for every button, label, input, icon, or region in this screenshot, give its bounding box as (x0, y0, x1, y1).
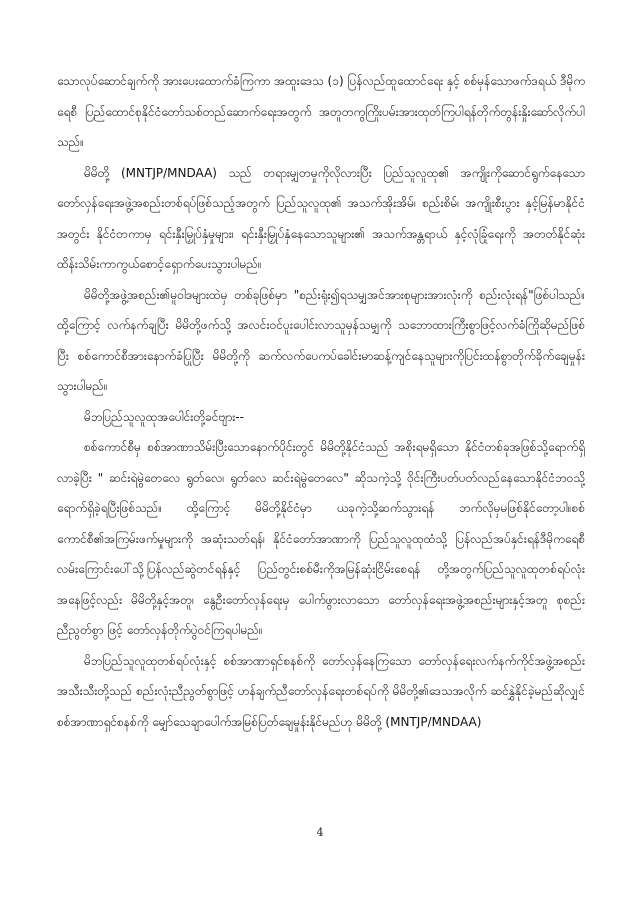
page-number: 4 (316, 826, 324, 839)
paragraph: စစ်ကောင်စီမှ စစ်အာဏာသိမ်းပြီးသောနောက်ပိုင်းတွင် မိမိတို့နိုင်ငံသည် အစိုးရမရှိသော နိုင်ငံတစ်ခုအဖြစ်သို့ရောက်ရှိလာခဲ့ပြီး " ဆင်းရဲမွဲတေလေ ရွတ်လေ၊ ရွတ်လေ ဆင်းရဲမွဲတေလေ" ဆိုသကဲ့သို့ ဝိုင်းကြီးပတ်ပတ်လည်နေသောနိုင်ငံဘဝသို့ ရောက်ရှိခဲ့ရပြီးဖြစ်သည်။ ထို့ကြောင့် မိမိတို့နိုင်ငံမှာ ယခုကဲ့သို့ဆက်သွားရန် ဘက်လိုမှမဖြစ်နိုင်တော့ပါ။စစ်ကောင်စီ၏အကြမ်းဖက်မှုများကို အဆုံးသတ်ရန်၊ နိုင်ငံတော်အာဏာကို ပြည်သူလူထုထံသို့ ပြန်လည်အပ်နှင်းရန်ဒီမိုကရေစီလမ်းကြောင်းပေါ်သို့ပြန်လည်ဆွဲတင်ရန်နှင့် ပြည်တွင်းစစ်မီးကိုအမြန်ဆုံးငြိမ်းစေရန် တို့အတွက်ပြည်သူလူထုတစ်ရပ်လုံးအနေဖြင့်လည်း မိမိတို့နှင့်အတူ၊ နွေဦးတော်လှန်ရေးမှ ပေါက်ဖွားလာသော တော်လှန်ရေးအဖွဲ့အစည်းများနှင့်အတူ စုစည်းညီညွတ်စွာ ဖြင့် တော်လှန်တိုက်ပွဲဝင်ကြရပါမည်။ (57, 440, 585, 637)
paragraph: သောလုပ်ဆောင်ချက်ကို အားပေးထောက်ခံကြကာ အထူးဒေသ (၁) ပြန်လည်ထူထောင်ရေး နှင့် စစ်မှန်သောဖက်ဒရယ် ဒီမိုကရေစီ ပြည်ထောင်စုနိုင်ငံတော်သစ်တည်ဆောက်ရေးအတွက် အတူတကွကြိုးပမ်းအားထုတ်ကြပါရန်တိုက်တွန်းနှိုးဆော်လိုက်ပါသည်။ (57, 74, 585, 149)
section-heading: မိဘပြည်သူလူထုအပေါင်းတို့ခင်ဗျား-- (84, 409, 244, 424)
body-text (57, 66, 585, 737)
paragraph: မိမိတို့ (MNTJP/MNDAA) သည် တရားမျှတမှုကိုလိုလားပြီး ပြည်သူလူထု၏ အကျိုးကိုဆောင်ရွက်နေသောတော်လှန်ရေးအဖွဲ့အစည်းတစ်ရပ်ဖြစ်သည့်အတွက် ပြည်သူလူထု၏ အသက်အိုးအိမ်၊ စည်းစိမ်၊ အကျိုးစီးပွား နှင့်မြန်မာနိုင်ငံအတွင်း နိုင်ငံတကာမှ ရင်းနှီးမြှုပ်နှံမှုများ၊ ရင်းနှီးမြှုပ်နှံနေသောသူများ၏ အသက်အန္တရာယ် နှင့်လုံခြုံရေးကို အတတ်နိုင်ဆုံး ထိန်းသိမ်းကာကွယ်စောင့်ရှောက်ပေးသွားပါမည်။ (57, 165, 585, 271)
paragraph: မိမိတို့အဖွဲ့အစည်း၏မူဝါဒများထဲမှ တစ်ခုဖြစ်မှာ "စည်းရုံး၍ရသမျှအင်အားစုများအားလုံးကို စည်းလုံးရန်"ဖြစ်ပါသည်။ ထို့ကြောင့် လက်နက်ချပြီး မိမိတို့ဖက်သို့ အလင်းဝင်ပူးပေါင်းလာသူမှန်သမျှကို သဘောထားကြီးစွာဖြင့်လက်ခံကြိုဆိုမည်ဖြစ်ပြီး စစ်ကောင်စီအားနောက်ခံပြုပြီး မိမိတို့ကို ဆက်လက်ပေကပ်ခေါင်းမာဆန့်ကျင်နေသူများကိုပြင်းထန်စွာတိုက်ခိုက်ချေမှုန်းသွားပါမည်။ (57, 287, 585, 393)
paragraph: မိဘပြည်သူလူထုတစ်ရပ်လုံးနှင့် စစ်အာဏာရှင်စနစ်ကို တော်လှန်နေကြသော တော်လှန်ရေးလက်နက်ကိုင်အဖွဲ့အစည်းအသီးသီးတို့သည် စည်းလုံးညီညွတ်စွာဖြင့် ဟန်ချက်ညီတော်လှန်ရေးတစ်ရပ်ကို မိမိတို့၏ဒေသအလိုက် ဆင်နွှဲနိုင်ခဲ့မည်ဆိုလျှင် စစ်အာဏာရှင်စနစ်ကို မျှော်သေချာပေါက်အမြစ်ပြတ်ချေမှုန်းနိုင်မည်ဟု မိမိတို့ (MNTJP/MNDAA) (57, 653, 585, 729)
